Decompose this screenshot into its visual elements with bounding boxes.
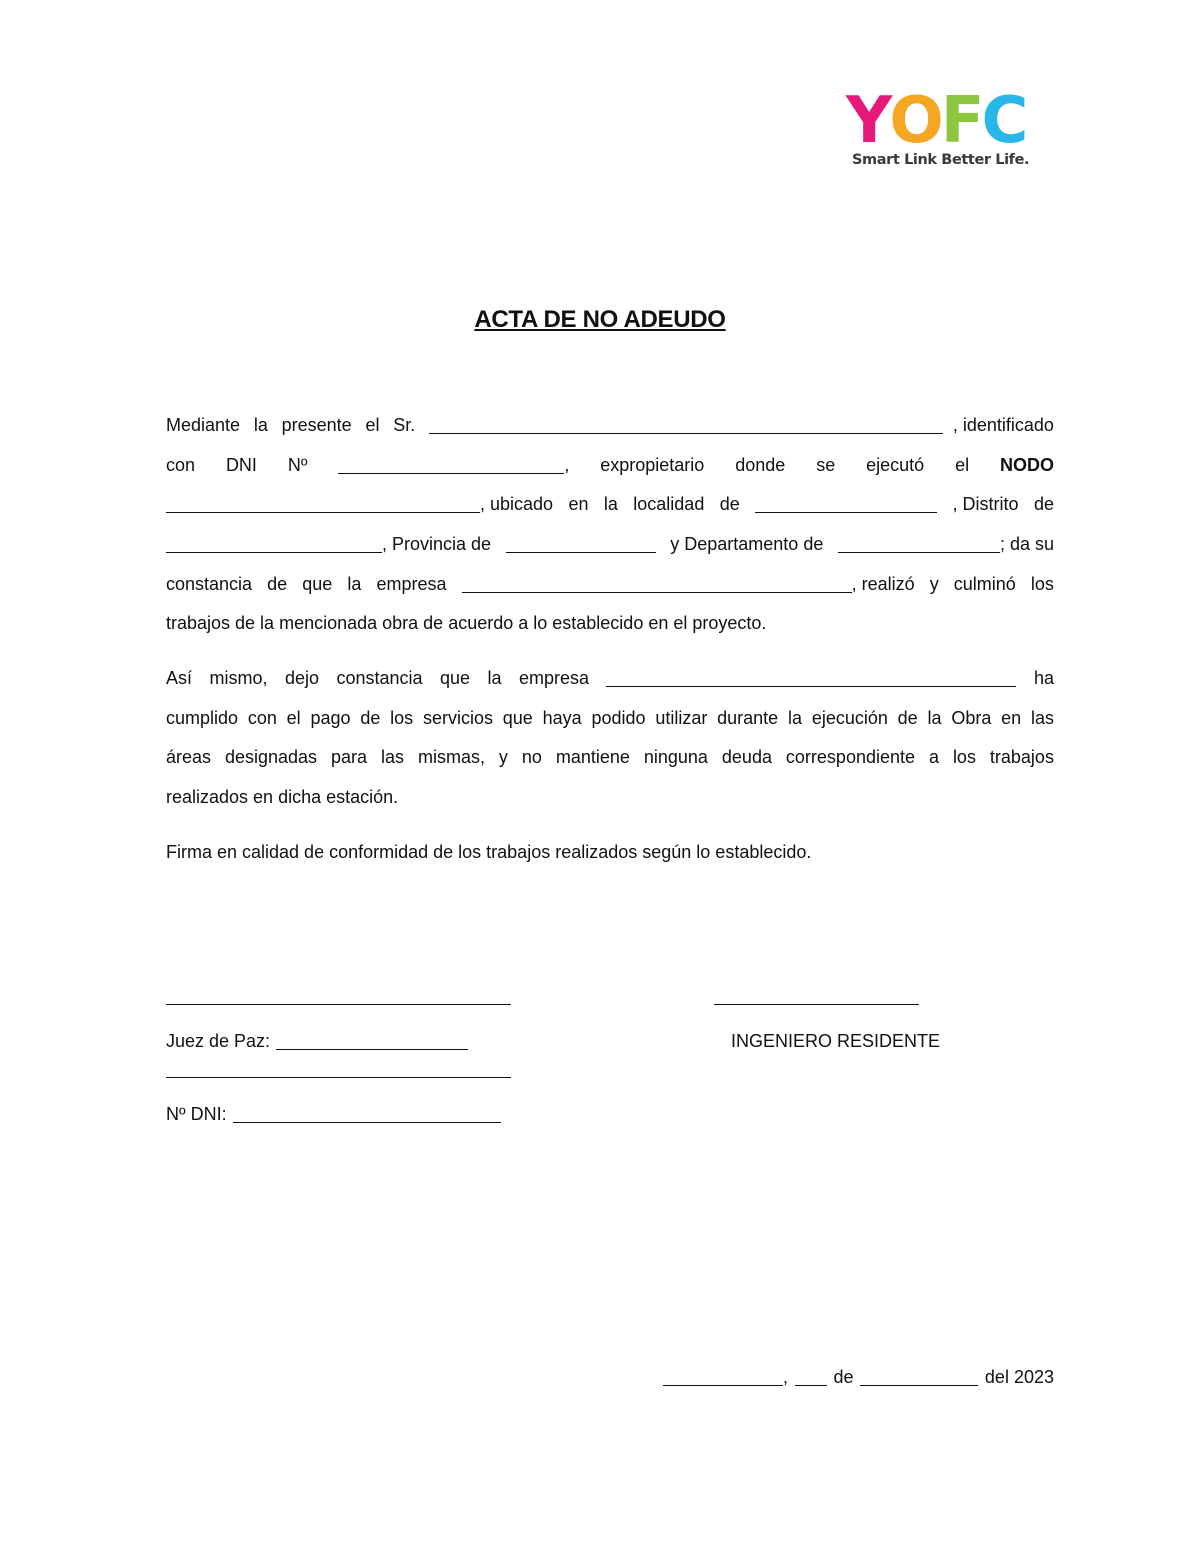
- empresa-blank-2[interactable]: [606, 669, 1016, 687]
- text-line: Firma en calidad de conformidad de los trabajos realizados según lo establecido.: [166, 841, 812, 862]
- nodo-blank[interactable]: [166, 495, 480, 513]
- text-word: haya: [542, 707, 582, 728]
- text-word: ejecutó: [866, 454, 925, 475]
- dni-blank[interactable]: [338, 456, 564, 474]
- text-word: designadas: [224, 746, 318, 767]
- text-word: , ubicado: [480, 493, 554, 514]
- text-word: utilizar: [655, 707, 708, 728]
- text-word: ejecución: [811, 707, 888, 728]
- text-word: mismas,: [417, 746, 485, 767]
- text-word: y: [498, 746, 508, 767]
- text-word: ,: [564, 454, 570, 475]
- distrito-blank[interactable]: [166, 535, 382, 553]
- text-word: de: [1033, 493, 1054, 514]
- text-word-bold: NODO: [999, 454, 1054, 475]
- text-word: áreas: [166, 746, 212, 767]
- text-word: en: [568, 493, 589, 514]
- departamento-blank[interactable]: [838, 535, 1000, 553]
- judge-label: Juez de Paz:: [166, 1030, 271, 1051]
- text-word: ninguna: [643, 746, 708, 767]
- text-word: la: [347, 573, 362, 594]
- paragraph-1-line-5: [166, 564, 1054, 604]
- text-word: culminó: [953, 573, 1016, 594]
- text-word: deuda: [721, 746, 772, 767]
- year-label: del 2023: [984, 1366, 1054, 1387]
- text-word: mantiene: [555, 746, 630, 767]
- text-word: el: [286, 707, 301, 728]
- logo-wordmark: [846, 84, 1026, 158]
- text-word: no: [521, 746, 542, 767]
- text-line: trabajos de la mencionada obra de acuerdo a lo establecido en el proyecto.: [166, 612, 767, 633]
- text-word: la: [253, 414, 268, 435]
- text-word: dejo: [284, 667, 319, 688]
- logo-tagline: Smart Link Better Life.: [852, 152, 1030, 168]
- text-word: donde: [735, 454, 786, 475]
- logo-letter: C: [981, 84, 1026, 158]
- text-line: realizados en dicha estación.: [166, 786, 399, 807]
- text-word: para: [331, 746, 368, 767]
- text-word: durante: [717, 707, 779, 728]
- text-word: empresa: [376, 573, 447, 594]
- text-word: localidad: [633, 493, 705, 514]
- paragraph-2-line-2: [166, 698, 1054, 738]
- paragraph-2-line-3: [166, 737, 1054, 777]
- text-word: las: [1030, 707, 1054, 728]
- date-line: [663, 1357, 1054, 1397]
- paragraph-1-line-2: [166, 445, 1054, 485]
- text-word: de: [267, 573, 288, 594]
- text-word: pago: [310, 707, 351, 728]
- day-blank[interactable]: [795, 1368, 827, 1386]
- text-word: la: [603, 493, 618, 514]
- paragraph-1-line-4: [166, 524, 1054, 564]
- text-word: correspondiente: [785, 746, 916, 767]
- text-word: constancia: [336, 667, 423, 688]
- text-word: y: [929, 573, 939, 594]
- text-word: , identificado: [952, 414, 1054, 435]
- text-word: de: [719, 493, 740, 514]
- engineer-label: INGENIERO RESIDENTE: [731, 1030, 941, 1051]
- text-word: podido: [591, 707, 646, 728]
- text-word: expropietario: [600, 454, 705, 475]
- text-word: ha: [1033, 667, 1054, 688]
- text-word: trabajos: [989, 746, 1054, 767]
- text-word: cumplido: [166, 707, 239, 728]
- judge-dni-row: [166, 1100, 501, 1128]
- paragraph-1-line-1: [166, 405, 1054, 445]
- place-blank[interactable]: [663, 1368, 783, 1386]
- text-word: con: [166, 454, 196, 475]
- text-word: empresa: [518, 667, 590, 688]
- logo-letter: F: [940, 84, 982, 158]
- text-word: , realizó: [851, 573, 915, 594]
- text-word: Nº: [287, 454, 308, 475]
- text-word: que: [502, 707, 533, 728]
- provincia-blank[interactable]: [506, 535, 656, 553]
- judge-dni-blank[interactable]: [233, 1105, 501, 1123]
- text-word: mismo,: [209, 667, 268, 688]
- paragraph-3: [166, 832, 1054, 872]
- text-word: Mediante: [166, 414, 241, 435]
- text-word: en: [1001, 707, 1022, 728]
- engineer-signature-line[interactable]: [714, 1004, 919, 1005]
- company-logo: [846, 84, 1046, 178]
- text-word: servicios: [422, 707, 493, 728]
- text-word: DNI: [225, 454, 257, 475]
- text-word: que: [302, 573, 333, 594]
- localidad-blank[interactable]: [755, 495, 937, 513]
- paragraph-1-line-3: [166, 484, 1054, 524]
- text-word: los: [390, 707, 414, 728]
- judge-name-blank[interactable]: [276, 1032, 468, 1050]
- text-word: a: [928, 746, 939, 767]
- text-word: constancia: [166, 573, 253, 594]
- logo-letter: Y: [846, 84, 890, 158]
- paragraph-1-line-6: [166, 603, 1054, 643]
- comma: ,: [783, 1366, 789, 1387]
- text-word: presente: [281, 414, 352, 435]
- text-word: que: [439, 667, 471, 688]
- judge-second-line[interactable]: [166, 1077, 511, 1078]
- empresa-blank-1[interactable]: [462, 575, 852, 593]
- dni-label: Nº DNI:: [166, 1103, 227, 1124]
- judge-signature-line[interactable]: [166, 1004, 511, 1005]
- document-title: ACTA DE NO ADEUDO: [474, 306, 726, 333]
- text-word: la: [487, 667, 502, 688]
- text-word: y Departamento de: [670, 533, 824, 554]
- paragraph-2-line-4: [166, 777, 1054, 817]
- text-word: Sr.: [393, 414, 416, 435]
- text-word: las: [381, 746, 405, 767]
- month-blank[interactable]: [860, 1368, 978, 1386]
- engineer-label-row: [731, 1027, 940, 1055]
- text-word: , Distrito: [952, 493, 1019, 514]
- text-word: Así: [166, 667, 193, 688]
- text-word: la: [788, 707, 803, 728]
- text-word: el: [955, 454, 970, 475]
- text-word: con: [247, 707, 277, 728]
- de-label: de: [833, 1366, 854, 1387]
- text-word: los: [1030, 573, 1054, 594]
- judge-name-row: [166, 1027, 468, 1055]
- text-word: de: [897, 707, 918, 728]
- text-word: el: [365, 414, 380, 435]
- text-word: se: [816, 454, 836, 475]
- text-word: , Provincia de: [382, 533, 492, 554]
- name-blank[interactable]: [429, 416, 943, 434]
- logo-letter: O: [889, 84, 941, 158]
- text-word: Obra: [951, 707, 992, 728]
- paragraph-2-line-1: [166, 658, 1054, 698]
- text-word: ; da su: [999, 533, 1054, 554]
- text-word: de: [360, 707, 381, 728]
- text-word: la: [927, 707, 942, 728]
- text-word: los: [952, 746, 976, 767]
